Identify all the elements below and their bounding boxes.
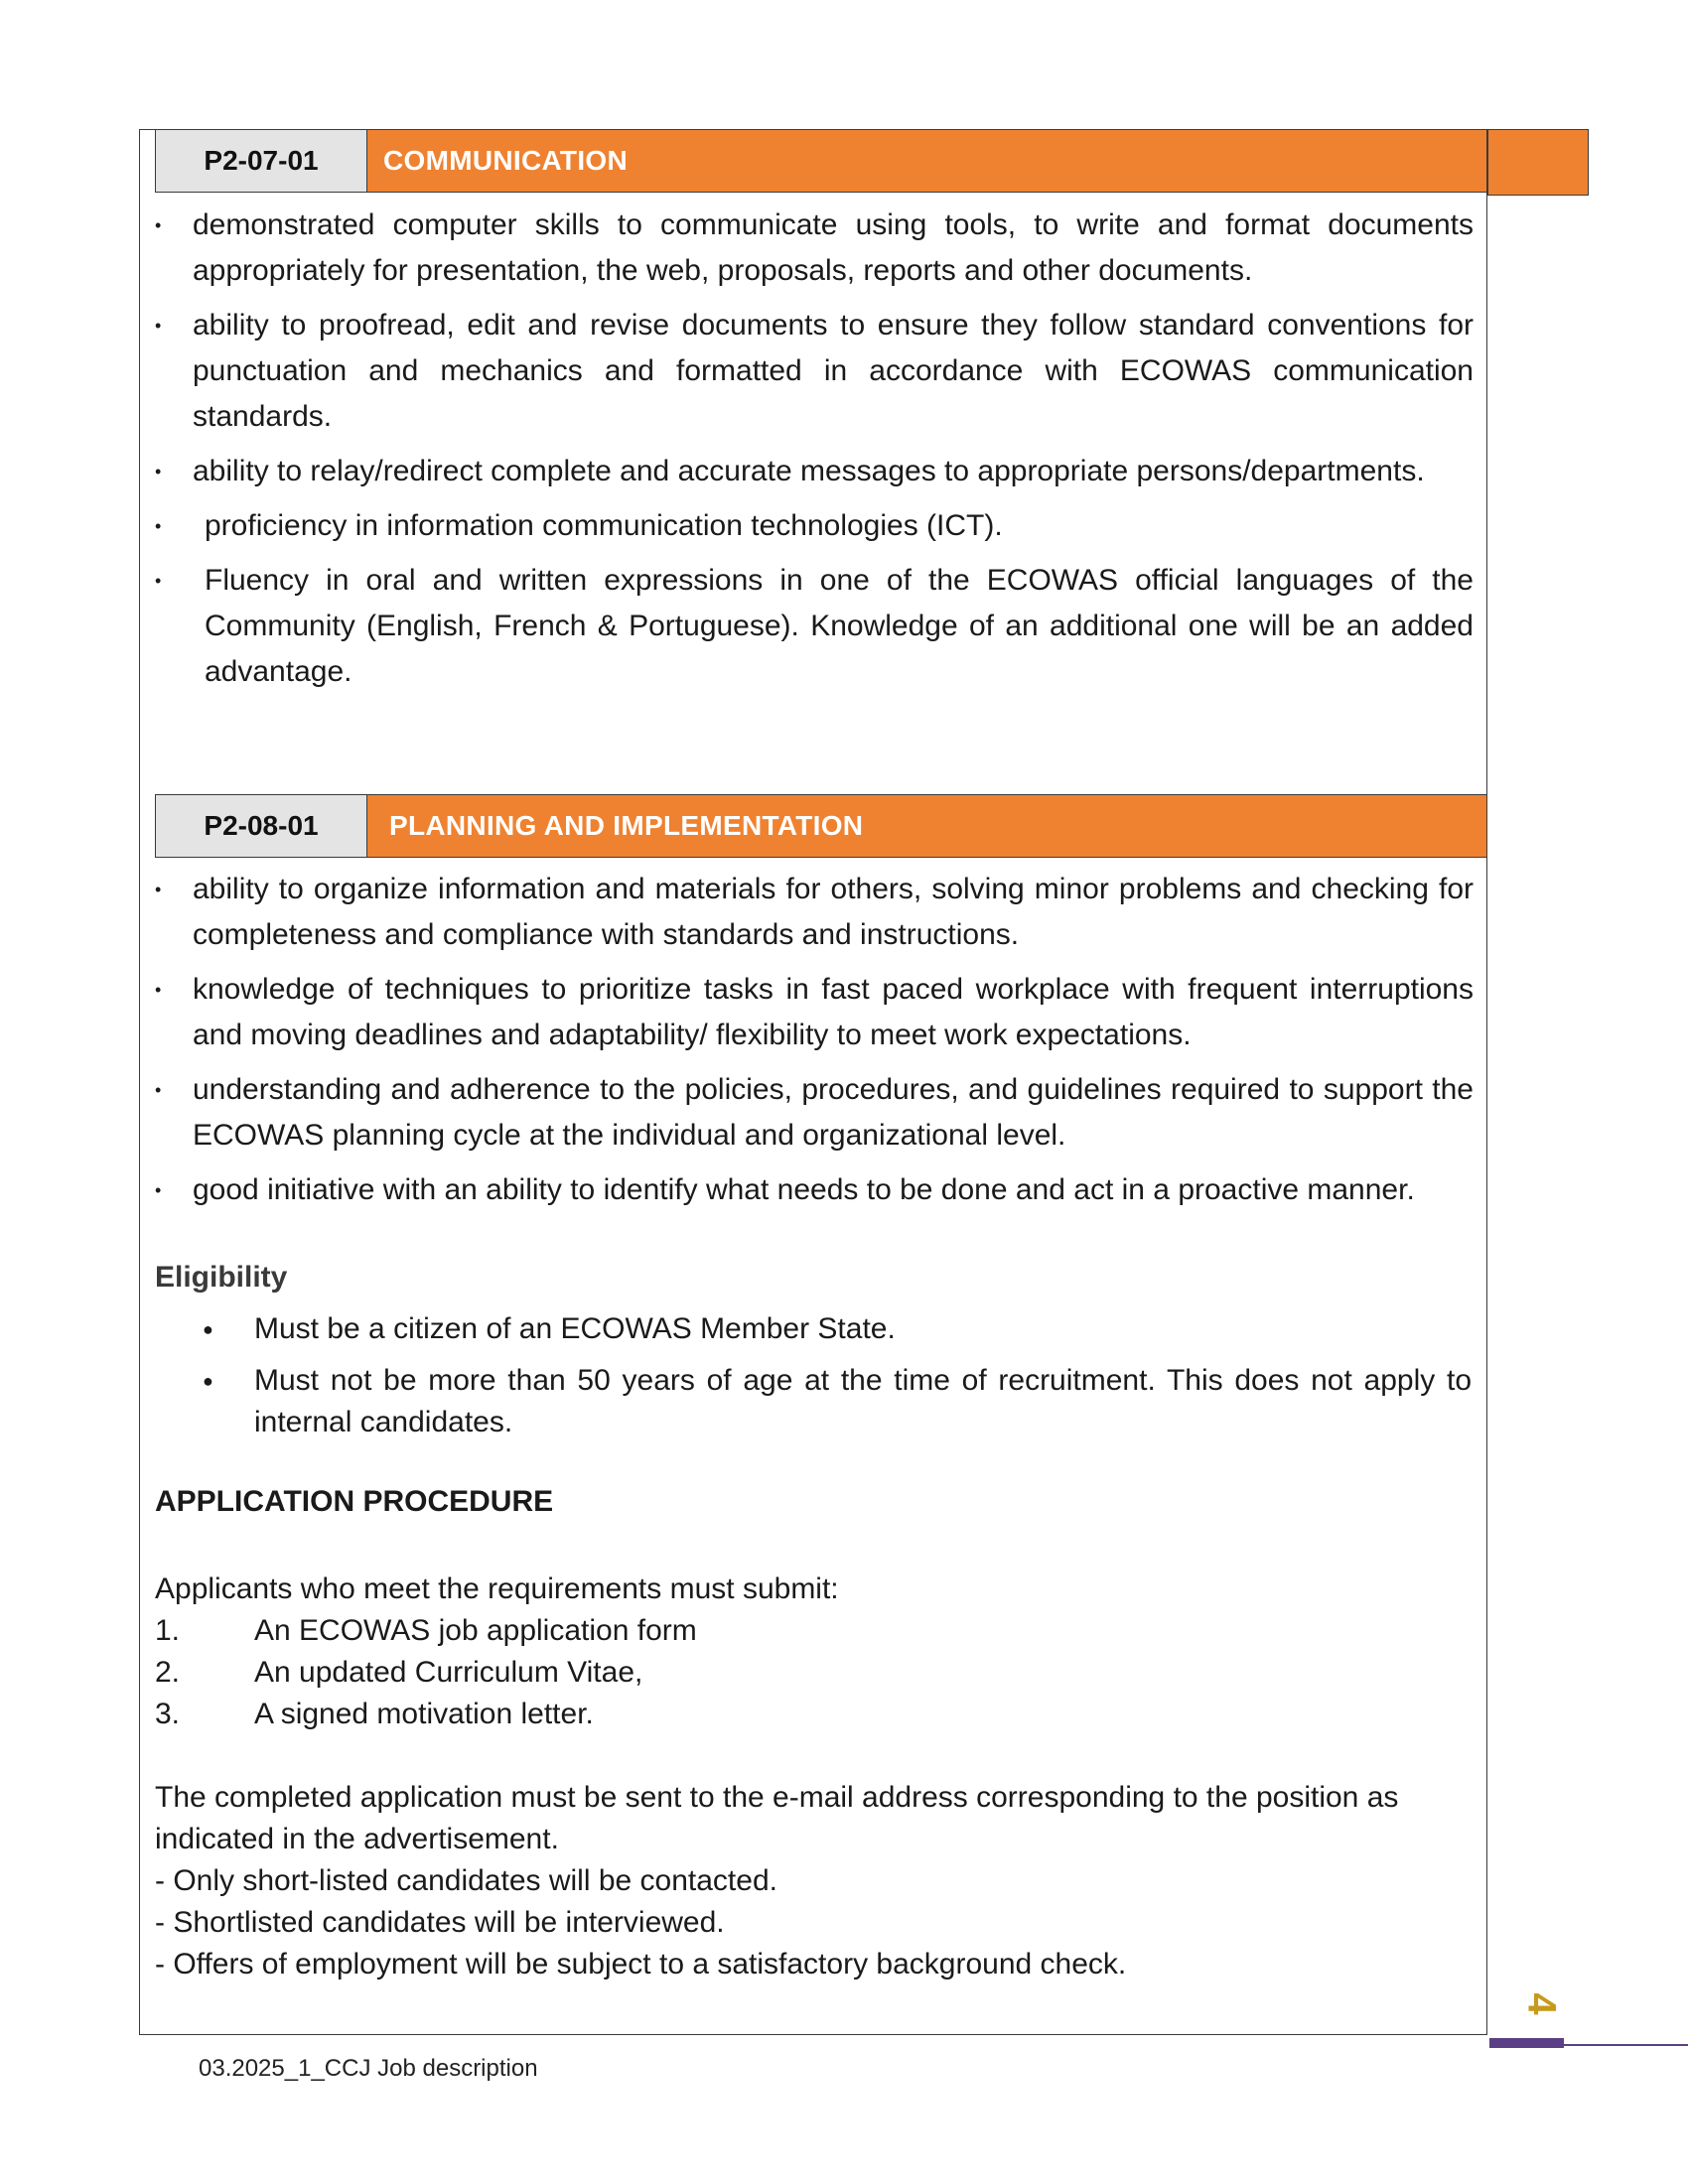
list-item: • good initiative with an ability to identify what needs to be done and act in a proactive manner. xyxy=(193,1167,1474,1213)
list-item: ● Must not be more than 50 years of age at the time of recruitment. This does not apply to internal candidates. xyxy=(254,1360,1472,1443)
section-code: P2-07-01 xyxy=(156,130,367,192)
section-code: P2-08-01 xyxy=(156,795,367,857)
procedure-closing xyxy=(155,1777,1472,1985)
closing-line: - Offers of employment will be subject to a satisfactory background check. xyxy=(155,1948,1127,1980)
list-item: • ability to relay/redirect complete and accurate messages to appropriate persons/departments. xyxy=(193,449,1474,494)
list-item xyxy=(155,1694,697,1735)
list-item: • understanding and adherence to the policies, procedures, and guidelines required to support the ECOWAS planning cycle at the individual and organizational level. xyxy=(193,1067,1474,1159)
list-item: • ability to proofread, edit and revise documents to ensure they follow standard conventions for punctuation and mechanics and formatted in accordance with ECOWAS communication standards. xyxy=(193,303,1474,440)
list-item: ● Must be a citizen of an ECOWAS Member State. xyxy=(254,1308,1472,1350)
list-item: • ability to organize information and materials for others, solving minor problems and checking for completeness and compliance with standards and instructions. xyxy=(193,867,1474,958)
application-procedure-heading: APPLICATION PROCEDURE xyxy=(155,1485,554,1518)
list-item: • proficiency in information communication technologies (ICT). xyxy=(193,503,1474,549)
step-text: A signed motivation letter. xyxy=(254,1698,594,1730)
procedure-steps xyxy=(155,1610,697,1735)
step-number: 3. xyxy=(155,1698,181,1730)
list-item: • Fluency in oral and written expressions in one of the ECOWAS official languages of the Community (English, French & Portuguese). Knowledge of an additional one will be an added advantage. xyxy=(193,558,1474,695)
list-item: • knowledge of techniques to prioritize tasks in fast paced workplace with frequent interruptions and moving deadlines and adaptability/ flexibility to meet work expectations. xyxy=(193,967,1474,1058)
list-item: • demonstrated computer skills to communicate using tools, to write and format documents appropriately for presentation, the web, proposals, reports and other documents. xyxy=(193,203,1474,294)
step-number: 1. xyxy=(155,1614,181,1647)
communication-list xyxy=(193,203,1474,704)
page-number: 4 xyxy=(1519,1992,1564,2015)
section-title: PLANNING AND IMPLEMENTATION xyxy=(367,795,1486,857)
section-title: COMMUNICATION xyxy=(367,130,1486,192)
footer-accent-line xyxy=(1564,2044,1688,2046)
step-text: An ECOWAS job application form xyxy=(254,1614,697,1647)
eligibility-list xyxy=(254,1308,1472,1453)
closing-line: - Shortlisted candidates will be interviewed. xyxy=(155,1906,725,1939)
planning-list xyxy=(193,867,1474,1222)
list-item xyxy=(155,1652,697,1694)
closing-line: - Only short-listed candidates will be contacted. xyxy=(155,1864,777,1897)
section-header-communication xyxy=(155,129,1487,193)
closing-paragraph: The completed application must be sent to the e-mail address corresponding to the position as indicated in the advertisement. xyxy=(155,1781,1399,1855)
eligibility-heading: Eligibility xyxy=(155,1261,288,1294)
header-extra-cell xyxy=(1487,129,1589,196)
footer-accent-bar xyxy=(1489,2038,1564,2048)
footer-text: 03.2025_1_CCJ Job description xyxy=(199,2055,538,2082)
procedure-intro: Applicants who meet the requirements must submit: xyxy=(155,1572,839,1605)
list-item xyxy=(155,1610,697,1652)
step-text: An updated Curriculum Vitae, xyxy=(254,1656,643,1689)
step-number: 2. xyxy=(155,1656,181,1689)
section-header-planning xyxy=(155,794,1487,858)
